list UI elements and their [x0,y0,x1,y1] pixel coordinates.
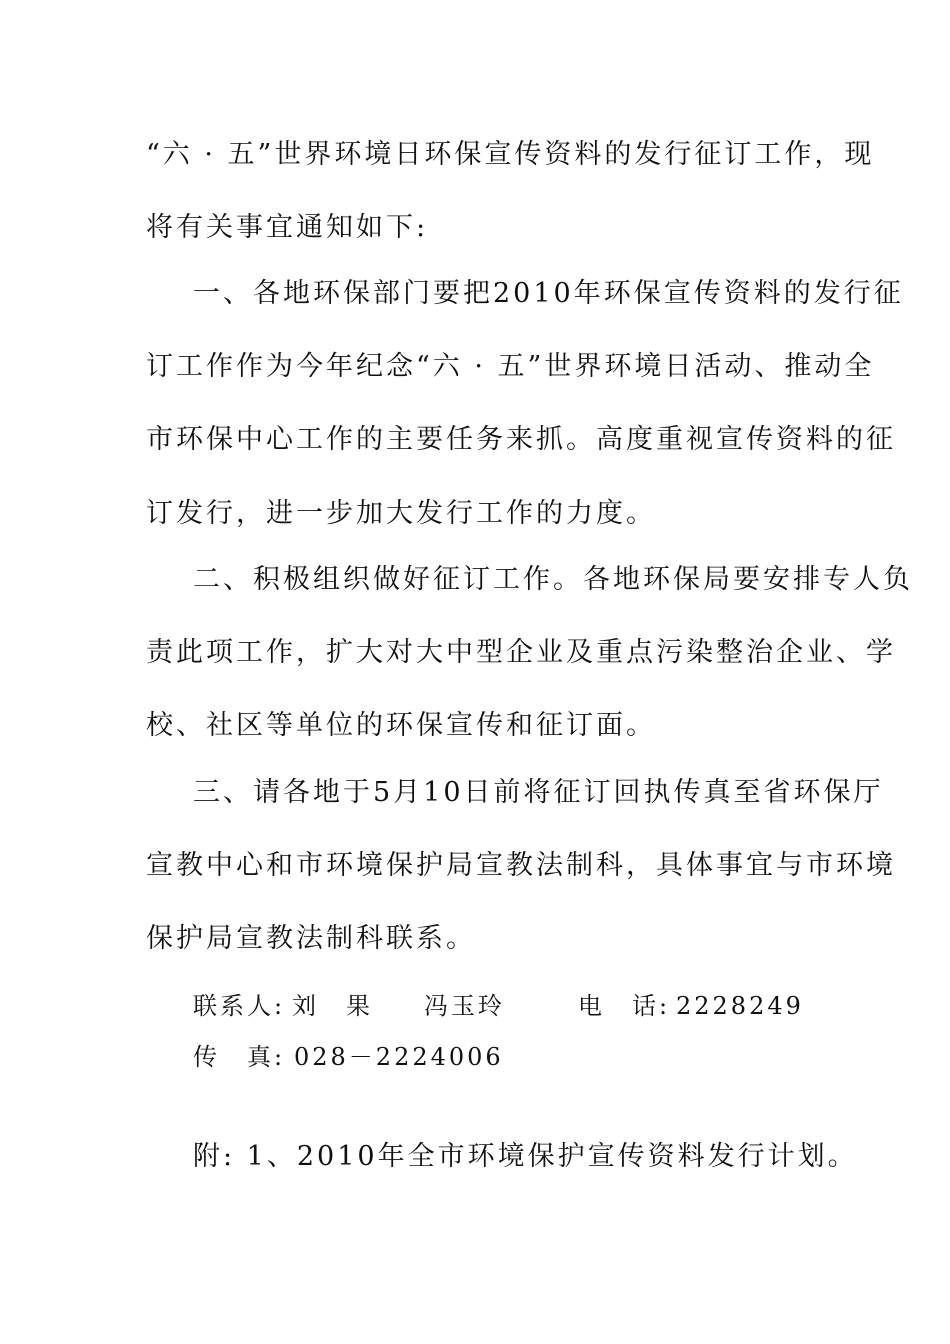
contact-fax-label: 传 真: [193,1043,286,1071]
paragraph-1-line-2: 订工作作为今年纪念“六 · 五”世界环境日活动、推动全 [146,351,875,382]
paragraph-3-line-2: 宣教中心和市环境保护局宣教法制科，具体事宜与市环境 [146,850,896,881]
paragraph-1-line-1: 一、各地环保部门要把2010年环保宣传资料的发行征 [193,278,904,309]
contact-person-1: 刘 果 [292,992,373,1020]
body-line-2: 将有关事宜通知如下: [146,212,429,243]
paragraph-3-line-1: 三、请各地于5月10日前将征订回执传真至省环保厅 [193,777,884,808]
paragraph-2-line-2: 责此项工作，扩大对大中型企业及重点污染整治企业、学 [146,637,896,668]
paragraph-2-line-1: 二、积极组织做好征订工作。各地环保局要安排专人负 [193,564,913,595]
paragraph-1-line-4: 订发行，进一步加大发行工作的力度。 [146,498,656,529]
body-line-1: “六 · 五”世界环境日环保宣传资料的发行征订工作，现 [146,139,875,170]
contact-phone: 2228249 [676,992,804,1020]
contact-person-label: 联系人: [193,992,286,1020]
contact-person-2: 冯玉玲 [424,992,505,1020]
contact-fax: 028－2224006 [294,1043,504,1071]
paragraph-3-line-3: 保护局宣教法制科联系。 [146,923,476,954]
contact-phone-label: 电 话: [578,992,671,1020]
paragraph-1-line-3: 市环保中心工作的主要任务来抓。高度重视宣传资料的征 [146,424,896,455]
attachment-note: 附: 1、2010年全市环境保护宣传资料发行计划。 [193,1141,858,1172]
paragraph-2-line-3: 校、社区等单位的环保宣传和征订面。 [146,710,656,741]
